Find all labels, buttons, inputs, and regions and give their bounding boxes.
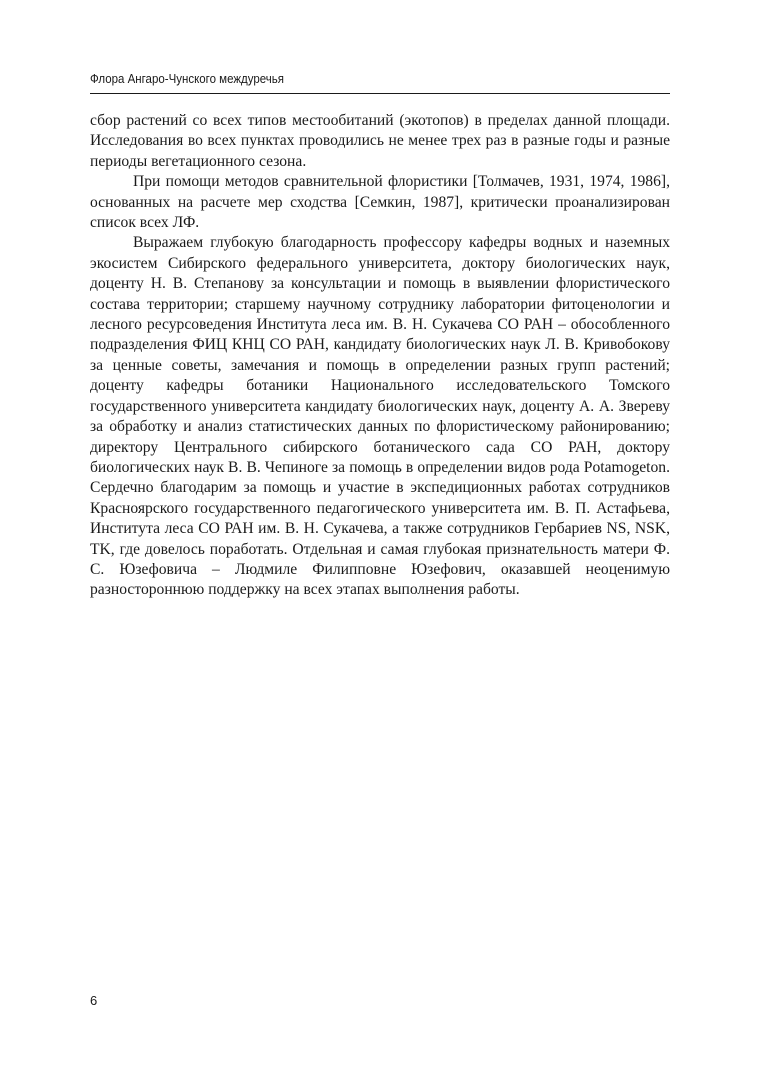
paragraph-acknowledgements: Выражаем глубокую благодарность профессору кафедры водных и наземных экосистем Сибирского федерального университета, доктору биологических наук, доценту Н. В. Степанову за консультации и помощь в выявлении флористического состава территории; старшему научному сотруднику лаборатории фитоценологии и лесного ресурсоведения Института леса им. В. Н. Сукачева СО РАН – обособленного подразделения ФИЦ КНЦ СО РАН, кандидату биологических наук Л. В. Кривобокову за ценные советы, замечания и помощь в определении разных групп растений; доценту кафедры ботаники Национального исследовательского Томского государственного университета кандидату биологических наук, доценту А. А. Звереву за обработку и анализ статистических данных по флористическому районированию; директору Центрального сибирского ботанического сада СО РАН, доктору биологических наук В. В. Чепиноге за помощь в определении видов рода Potamogeton. Сердечно благодарим за помощь и участие в экспедиционных работах сотрудников Красноярского государственного педагогического университета им. В. П. Астафьева, Института леса СО РАН им. В. Н. Сукачева, а также сотрудников Гербариев NS, NSK, TK, где довелось поработать. Отдельная и самая глубокая признательность матери Ф. С. Юзефовича – Людмиле Филипповне Юзефович, оказавшей неоценимую разностороннюю поддержку на всех этапах выполнения работы.: [90, 234, 670, 599]
body-text: [90, 111, 670, 601]
page-number: 6: [90, 993, 98, 1008]
paragraph-methods: При помощи методов сравнительной флористики [Толмачев, 1931, 1974, 1986], основанных на расчете мер сходства [Семкин, 1987], критически проанализирован список всех ЛФ.: [90, 173, 670, 232]
running-header: Флора Ангаро-Чунского междуречья: [90, 72, 284, 86]
paragraph-continuation: сбор растений со всех типов местообитаний (экотопов) в пределах данной площади. Исследования во всех пунктах проводились не менее трех раз в разные годы и разные периоды вегетационного сезона.: [90, 112, 670, 170]
header-rule: [90, 93, 670, 94]
